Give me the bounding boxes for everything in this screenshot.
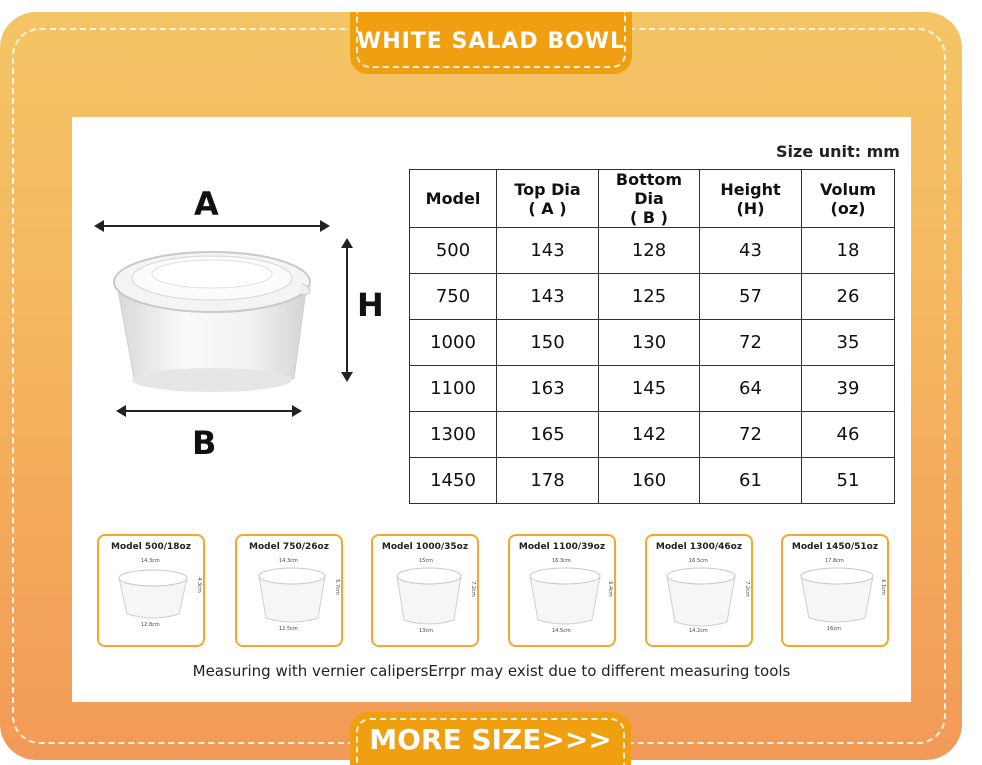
- cell-bottom-dia: 142: [599, 412, 700, 458]
- cell-top-dia: 165: [497, 412, 599, 458]
- thumbnail-bottom-dim: 14.5cm: [552, 628, 571, 634]
- thumbnail-title: Model 1000/35oz: [381, 542, 469, 552]
- spec-table: [409, 169, 895, 504]
- thumbnail-bottom-dim: 12.8cm: [141, 622, 160, 628]
- thumbnail-height-dim: 6.1cm: [879, 579, 886, 595]
- thumbnail-top-dim: 14.3cm: [141, 558, 160, 564]
- thumbnail-model-1300: [645, 534, 753, 647]
- cell-bottom-dia: 128: [599, 228, 700, 274]
- cell-volume: 51: [802, 458, 895, 504]
- cell-top-dia: 150: [497, 320, 599, 366]
- cell-volume: 35: [802, 320, 895, 366]
- thumbnail-height-dim: 5.7cm: [333, 579, 340, 595]
- cell-height: 72: [700, 320, 802, 366]
- dimension-b-label: B: [192, 424, 217, 462]
- bottom-diameter-arrow: [118, 410, 300, 412]
- header-bottom-dia-label: Bottom Dia: [615, 170, 683, 208]
- dimension-a-label: A: [194, 185, 219, 223]
- header-bottom-dia-unit: ( B ): [630, 208, 668, 227]
- table-row: [410, 366, 895, 412]
- table-row: [410, 320, 895, 366]
- thumbnail-model-500: [97, 534, 205, 647]
- table-row: [410, 458, 895, 504]
- top-diameter-arrow: [96, 225, 328, 227]
- height-arrow: [346, 240, 348, 380]
- header-height: [700, 170, 802, 228]
- cell-top-dia: 143: [497, 274, 599, 320]
- header-bottom-dia: [599, 170, 700, 228]
- header-top-dia: [497, 170, 599, 228]
- thumbnail-bowl-icon: [117, 566, 189, 620]
- table-header-row: [410, 170, 895, 228]
- cell-top-dia: 143: [497, 228, 599, 274]
- header-height-label: Height: [720, 179, 781, 199]
- thumbnail-title: Model 1300/46oz: [655, 542, 743, 552]
- page-title: WHITE SALAD BOWL: [356, 29, 626, 54]
- more-size-button[interactable]: [350, 712, 631, 765]
- cell-volume: 18: [802, 228, 895, 274]
- size-unit-label: Size unit: mm: [776, 142, 900, 161]
- thumbnail-model-750: [235, 534, 343, 647]
- thumbnail-top-dim: 16.3cm: [552, 558, 571, 564]
- cell-model: 1100: [410, 366, 497, 412]
- thumbnail-bowl-icon: [257, 566, 327, 624]
- thumbnail-top-dim: 17.8cm: [825, 558, 844, 564]
- thumbnail-top-dim: 15cm: [419, 558, 433, 564]
- cell-bottom-dia: 145: [599, 366, 700, 412]
- thumbnail-bowl-icon: [665, 566, 737, 628]
- header-volume-label: Volum: [819, 179, 877, 199]
- header-volume: [802, 170, 895, 228]
- thumbnail-bottom-dim: 13cm: [419, 628, 433, 634]
- thumbnail-top-dim: 16.5cm: [689, 558, 708, 564]
- cell-height: 57: [700, 274, 802, 320]
- cell-top-dia: 178: [497, 458, 599, 504]
- thumbnail-bowl-icon: [799, 566, 875, 624]
- thumbnail-model-1100: [508, 534, 616, 647]
- thumbnail-bottom-dim: 14.2cm: [689, 628, 708, 634]
- dimension-h-label: H: [357, 286, 384, 324]
- header-height-unit: (H): [736, 198, 765, 218]
- thumbnail-bottom-dim: 16cm: [827, 626, 841, 632]
- thumbnail-bowl-icon: [528, 566, 602, 626]
- thumbnail-top-dim: 14.3cm: [279, 558, 298, 564]
- table-row: [410, 274, 895, 320]
- cell-bottom-dia: 160: [599, 458, 700, 504]
- thumbnail-height-dim: 4.3cm: [195, 577, 202, 593]
- header-model-label: Model: [425, 189, 481, 208]
- thumbnail-title: Model 750/26oz: [249, 542, 329, 552]
- cell-model: 500: [410, 228, 497, 274]
- cell-volume: 26: [802, 274, 895, 320]
- cell-model: 1300: [410, 412, 497, 458]
- cell-model: 750: [410, 274, 497, 320]
- thumbnail-bowl-icon: [395, 566, 463, 626]
- cell-height: 61: [700, 458, 802, 504]
- table-row: [410, 412, 895, 458]
- thumbnail-height-dim: 6.4cm: [606, 581, 613, 597]
- cell-bottom-dia: 130: [599, 320, 700, 366]
- cell-bottom-dia: 125: [599, 274, 700, 320]
- header-volume-unit: (oz): [830, 198, 866, 218]
- cell-height: 72: [700, 412, 802, 458]
- measurement-note: Measuring with vernier calipersErrpr may exist due to different measuring tools: [192, 662, 791, 680]
- thumbnail-height-dim: 7.2cm: [743, 581, 750, 597]
- cell-height: 64: [700, 366, 802, 412]
- cell-model: 1000: [410, 320, 497, 366]
- header-model: [410, 170, 497, 228]
- cell-volume: 46: [802, 412, 895, 458]
- thumbnail-title: Model 1450/51oz: [791, 542, 879, 552]
- thumbnail-model-1000: [371, 534, 479, 647]
- cell-volume: 39: [802, 366, 895, 412]
- cell-height: 43: [700, 228, 802, 274]
- more-size-label: MORE SIZE>>>: [369, 723, 612, 756]
- header-top-dia-label: Top Dia: [514, 179, 581, 199]
- table-row: [410, 228, 895, 274]
- thumbnail-model-1450: [781, 534, 889, 647]
- thumbnail-title: Model 1100/39oz: [518, 542, 606, 552]
- thumbnail-title: Model 500/18oz: [111, 542, 191, 552]
- title-banner: [350, 12, 632, 74]
- header-top-dia-unit: ( A ): [528, 198, 567, 218]
- cell-top-dia: 163: [497, 366, 599, 412]
- cell-model: 1450: [410, 458, 497, 504]
- bowl-image: [104, 238, 324, 398]
- thumbnail-height-dim: 7.2cm: [469, 581, 476, 597]
- thumbnail-bottom-dim: 12.5cm: [279, 626, 298, 632]
